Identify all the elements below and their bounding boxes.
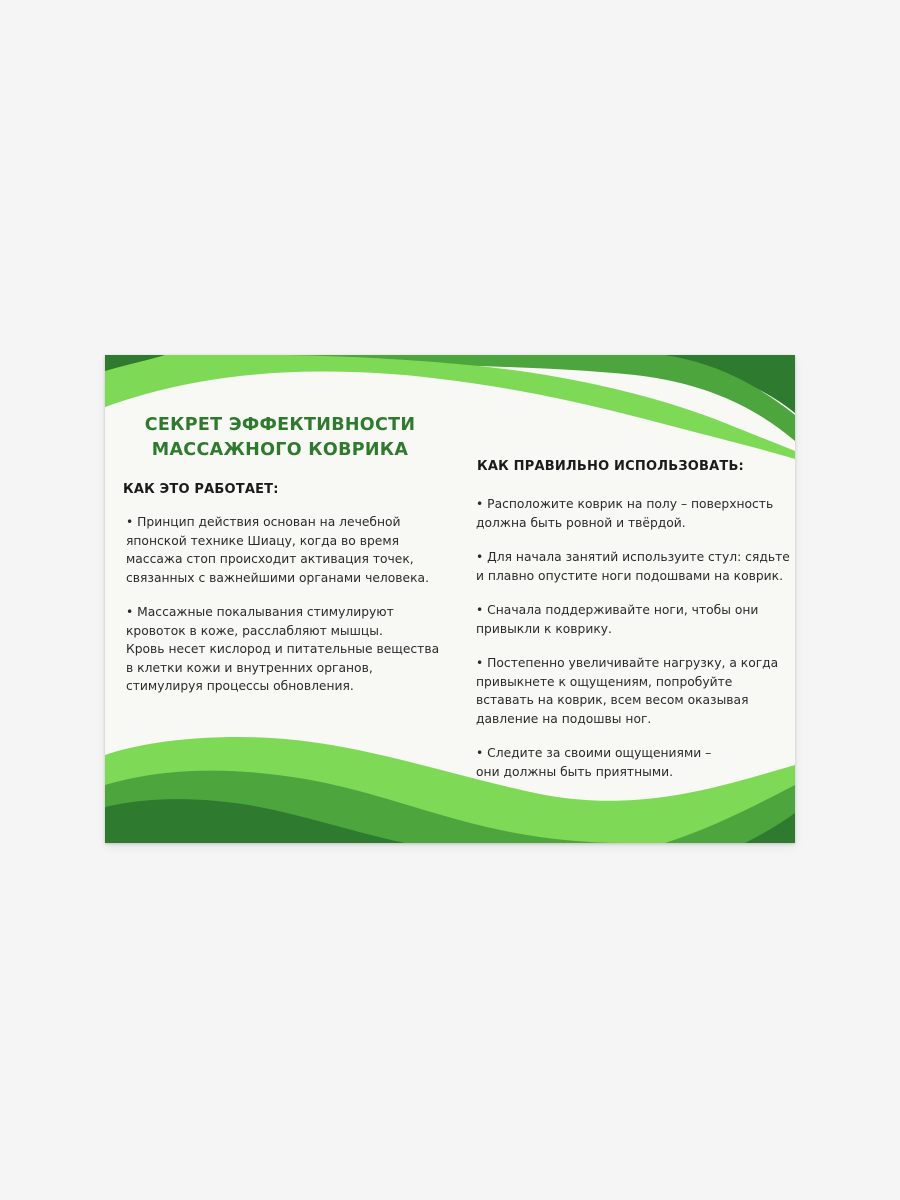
text-line: кровоток в коже, расслабляют мышцы. [126,623,383,638]
how-to-use-paragraph [476,548,788,585]
text-line: стимулируя процессы обновления. [126,679,354,693]
text-line: привыкнете к ощущениям, попробуйте [476,674,733,689]
card-title-line-1: СЕКРЕТ ЭФФЕКТИВНОСТИ [144,415,416,435]
text-line: • Принцип действия основан на лечебной [126,515,401,529]
text-line: • Расположите коврик на полу – поверхность [476,497,774,511]
how-to-use-paragraph [476,495,788,532]
text-line: привыкли к коврику. [476,621,612,636]
text-line: японской технике Шиацу, когда во время [126,533,400,548]
text-line: давление на подошвы ног. [476,711,652,726]
card-title-line-2: МАССАЖНОГО КОВРИКА [151,440,409,460]
text-line: связанных с важнейшими органами человека. [126,570,429,585]
instruction-card [105,355,795,843]
how-it-works-paragraph [126,603,444,696]
how-to-use-paragraph [476,744,788,781]
text-line: в клетки кожи и внутренних органов, [126,660,373,675]
text-line: они должны быть приятными. [476,764,674,779]
how-to-use-text [476,495,788,797]
text-line: должна быть ровной и твёрдой. [476,515,686,530]
how-to-use-paragraph [476,601,788,638]
how-to-use-heading: КАК ПРАВИЛЬНО ИСПОЛЬЗОВАТЬ: [477,459,744,474]
text-line: Кровь несет кислород и питательные вещества [126,642,440,656]
text-line: • Постепенно увеличивайте нагрузку, а когда [476,656,779,670]
text-line: • Сначала поддерживайте ноги, чтобы они [476,603,759,617]
text-line: • Массажные покалывания стимулируют [126,605,394,619]
text-line: • Для начала занятий используите стул: сядьте [476,550,790,564]
how-it-works-heading: КАК ЭТО РАБОТАЕТ: [123,482,279,497]
card-title [120,413,440,463]
how-it-works-paragraph [126,513,444,587]
how-it-works-text [126,513,444,712]
text-line: вставать на коврик, всем весом оказывая [476,693,749,707]
text-line: массажа стоп происходит активация точек, [126,552,414,566]
text-line: и плавно опустите ноги подошвами на коврик. [476,568,783,583]
text-line: • Следите за своими ощущениями – [476,746,712,760]
how-to-use-paragraph [476,654,788,728]
